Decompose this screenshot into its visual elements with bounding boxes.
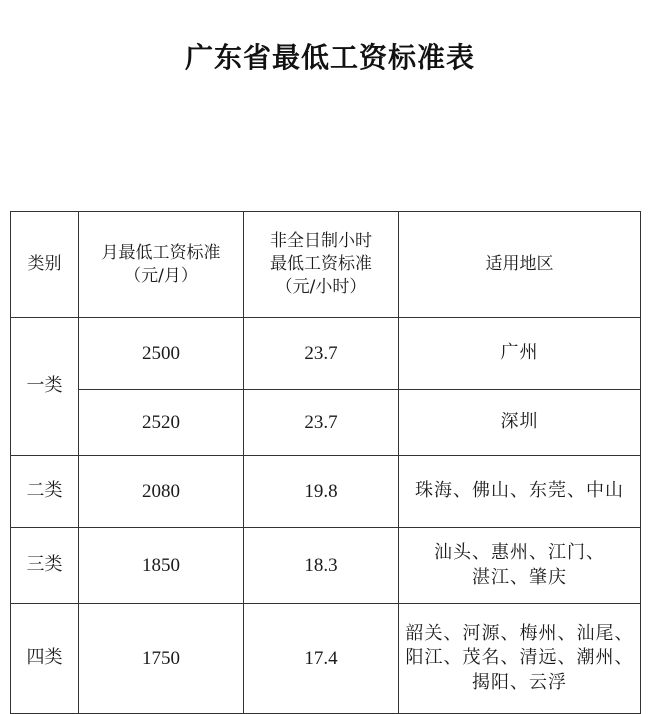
region-cell	[399, 528, 641, 604]
region-line: 揭阳、云浮	[472, 671, 567, 693]
region-cell: 珠海、佛山、东莞、中山	[399, 456, 641, 528]
region-cell: 深圳	[399, 390, 641, 456]
monthly-wage-cell: 2500	[79, 318, 244, 390]
table-row	[11, 528, 641, 604]
monthly-wage-cell: 2080	[79, 456, 244, 528]
header-hourly-line1: 非全日制小时	[270, 231, 372, 252]
monthly-wage-cell: 1750	[79, 604, 244, 714]
header-category: 类别	[11, 212, 79, 318]
table-row	[11, 390, 641, 456]
header-monthly-line1: 月最低工资标准	[101, 242, 221, 263]
header-monthly-wage	[79, 212, 244, 318]
category-cell: 四类	[11, 604, 79, 714]
header-hourly-wage	[244, 212, 399, 318]
hourly-wage-cell: 17.4	[244, 604, 399, 714]
category-cell: 二类	[11, 456, 79, 528]
region-line: 阳江、茂名、清远、潮州、	[405, 647, 634, 669]
monthly-wage-cell: 1850	[79, 528, 244, 604]
hourly-wage-cell: 19.8	[244, 456, 399, 528]
minimum-wage-table	[10, 211, 641, 714]
category-cell: 一类	[11, 318, 79, 456]
table-row	[11, 456, 641, 528]
category-cell: 三类	[11, 528, 79, 604]
table-row	[11, 604, 641, 714]
table-header-row	[11, 212, 641, 318]
hourly-wage-cell: 18.3	[244, 528, 399, 604]
header-hourly-line3: （元/小时）	[275, 276, 367, 297]
hourly-wage-cell: 23.7	[244, 318, 399, 390]
page-title: 广东省最低工资标准表	[184, 41, 475, 74]
hourly-wage-cell: 23.7	[244, 390, 399, 456]
header-hourly-line2: 最低工资标准	[270, 254, 372, 275]
header-region: 适用地区	[399, 212, 641, 318]
region-line: 韶关、河源、梅州、汕尾、	[405, 623, 634, 645]
region-line: 湛江、肇庆	[472, 566, 567, 588]
region-cell	[399, 604, 641, 714]
region-cell: 广州	[399, 318, 641, 390]
table-row	[11, 318, 641, 390]
region-line: 汕头、惠州、江门、	[434, 542, 605, 564]
header-monthly-line2: （元/月）	[124, 265, 198, 286]
monthly-wage-cell: 2520	[79, 390, 244, 456]
